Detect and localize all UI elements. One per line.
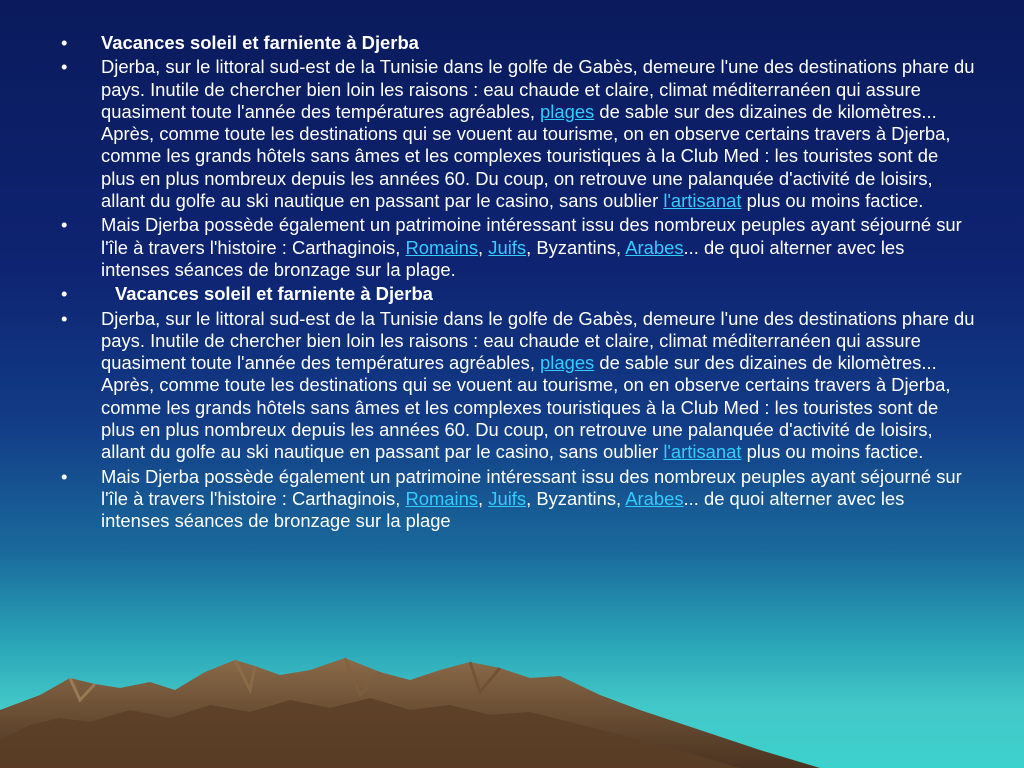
paragraph-text: ... de quoi alterner avec les intenses séances de bronzage sur la plage. — [101, 236, 905, 280]
bullet-icon: • — [61, 56, 68, 78]
bullet-icon: • — [61, 307, 68, 329]
link-artisanat[interactable]: l'artisanat — [663, 441, 742, 463]
heading-text: Vacances soleil et farniente à Djerba — [115, 283, 433, 305]
link-juifs[interactable]: Juifs — [488, 487, 527, 509]
bullet-heading-1 — [55, 32, 975, 54]
bullet-paragraph-4 — [55, 466, 975, 533]
bullet-paragraph-2 — [55, 214, 975, 281]
link-juifs[interactable]: Juifs — [488, 236, 527, 258]
link-plages[interactable]: plages — [540, 100, 595, 122]
paragraph-text: plus ou moins factice. — [741, 441, 924, 463]
paragraph-text: Mais Djerba possède également un patrimoine intéressant issu des nombreux peuples ayant séjourné sur l'île à travers l'histoire : Carthaginois, — [101, 465, 962, 509]
bullet-paragraph-3 — [55, 308, 975, 464]
bullet-icon: • — [61, 283, 68, 305]
link-romains[interactable]: Romains — [405, 487, 479, 509]
paragraph-text: Djerba, sur le littoral sud-est de la Tunisie dans le golfe de Gabès, demeure l'une des destinations phare du pays. Inutile de chercher bien loin les raisons : eau chaude et claire, climat méditerranéen qui assure quasiment toute l'année des températures agréables, — [101, 56, 975, 122]
link-plages[interactable]: plages — [540, 352, 595, 374]
paragraph-text: Mais Djerba possède également un patrimoine intéressant issu des nombreux peuples ayant séjourné sur l'île à travers l'histoire : Carthaginois, — [101, 214, 962, 258]
bullet-heading-2 — [55, 283, 975, 305]
link-romains[interactable]: Romains — [405, 236, 479, 258]
paragraph-text: , Byzantins, — [526, 236, 626, 258]
paragraph-text: Djerba, sur le littoral sud-est de la Tunisie dans le golfe de Gabès, demeure l'une des destinations phare du pays. Inutile de chercher bien loin les raisons : eau chaude et claire, climat méditerranéen qui assure quasiment toute l'année des températures agréables, — [101, 307, 975, 374]
paragraph-text: de sable sur des dizaines de kilomètres... Après, comme toute les destinations qui se vouent au tourisme, on en observe certains travers à Djerba, comme les grands hôtels sans âmes et les complexes touristiques à la Club Med : les touristes sont de plus en plus nombreux depuis les années 60. Du coup, on retrouve une palanquée d'activité de loisirs, allant du golfe au ski nautique en passant par le casino, sans oublier — [101, 100, 951, 212]
paragraph-text: plus ou moins factice. — [741, 190, 924, 212]
heading-text: Vacances soleil et farniente à Djerba — [101, 32, 419, 53]
bullet-icon: • — [61, 214, 68, 236]
bullet-icon: • — [61, 32, 68, 53]
separator-text: , — [478, 236, 489, 258]
link-arabes[interactable]: Arabes — [625, 236, 684, 258]
mountain-landscape-illustration — [0, 600, 1024, 768]
slide-body — [55, 32, 975, 535]
bullet-icon: • — [61, 465, 68, 487]
paragraph-text: , Byzantins, — [526, 487, 626, 509]
separator-text: , — [478, 487, 489, 509]
paragraph-text: ... de quoi alterner avec les intenses séances de bronzage sur la plage — [101, 487, 905, 532]
link-arabes[interactable]: Arabes — [625, 487, 684, 509]
paragraph-text: de sable sur des dizaines de kilomètres... Après, comme toute les destinations qui se vouent au tourisme, on en observe certains travers à Djerba, comme les grands hôtels sans âmes et les complexes touristiques à la Club Med : les touristes sont de plus en plus nombreux depuis les années 60. Du coup, on retrouve une palanquée d'activité de loisirs, allant du golfe au ski nautique en passant par le casino, sans oublier — [101, 352, 951, 463]
bullet-list — [55, 32, 975, 533]
link-artisanat[interactable]: l'artisanat — [663, 190, 742, 212]
bullet-paragraph-1 — [55, 56, 975, 212]
